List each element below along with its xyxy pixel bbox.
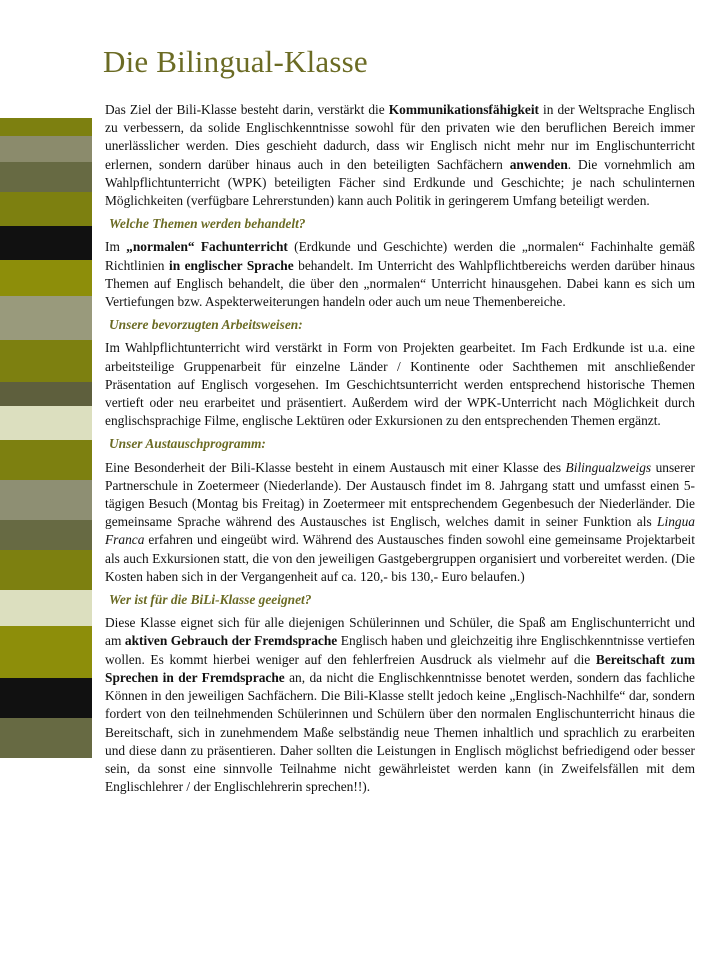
stripe-band [0,718,92,758]
stripe-band [0,406,92,440]
stripe-band [0,136,92,162]
emphasis-text: aktiven Gebrauch der Fremdsprache [124,633,338,649]
intro-paragraph: Das Ziel der Bili-Klasse besteht darin, verstärkt die Kommunikationsfähigkeit in der Weltsprache Englisch zu verbessern, da solide Englischkenntnisse sowohl für den privaten wie den beruflichen Bereich immer unerlässlicher werden. Dies geschieht dadurch, dass wir Englisch nicht mehr nur im Englischunterricht erlernen, sondern darüber hinaus auch in den beteiligten Sachfächern anwenden. Die vornehmlich am Wahlpflichtunterricht (WPK) beteiligten Fächer sind Erdkunde und Geschichte; je nach schulinternen Möglichkeiten (verfügbare Lehrerstunden) kann auch Politik in geringerem Umfang beteiligt werden. [105,102,696,209]
emphasis-text: „normalen“ Fachunterricht [126,239,288,255]
stripe-band [0,550,92,590]
stripe-band [0,440,92,480]
section-heading-exchange: Unser Austauschprogramm: [109,436,266,452]
italic-term: Lingua Franca [105,514,695,548]
methods-paragraph: Im Wahlpflichtunterricht wird verstärkt in Form von Projekten gearbeitet. Im Fach Erdkunde ist u.a. eine arbeitsteilige Gruppenarbeit für einzelne Länder / Kontinente oder Sachthemen mit anschließender Präsentation auf Englisch vorgesehen. Im Geschichtsunterricht werden entsprechend historische Themen vertieft oder neu erarbeitet und präsentiert. Außerdem wird der WPK-Unterricht nach Möglichkeit durch englischsprachige Filme, englische Lektüren oder Exkursionen zu den entsprechenden Themen ergänzt. [105,340,695,429]
suitability-paragraph: Diese Klasse eignet sich für alle diejenigen Schülerinnen und Schüler, die Spaß am Englischunterricht und am aktiven Gebrauch der Fremdsprache Englisch haben und gleichzeitig ihre Englischkenntnisse vertiefen wollen. Es kommt hierbei weniger auf den fehlerfreien Ausdruck als vielmehr auf die Bereitschaft zum Sprechen in der Fremdsprache an, da nicht die Englischkenntnisse benotet werden, sondern das fachliche Können in den jeweiligen Sachfächern. Die Bili-Klasse stellt jedoch keine „Englisch-Nachhilfe“ dar, sondern fordert von den teilnehmenden Schülerinnen und Schülern über den normalen Englischunterricht hinaus die Bereitschaft, sich in zunehmendem Maße selbständig neue Themen inhaltlich und sprachlich zu erarbeiten und diese dann zu präsentieren. Daher sollten die Leistungen in Englisch möglichst befriedigend oder besser sein, da sonst eine sinnvolle Teilnahme nicht gewährleistet werden kann (in Zweifelsfällen mit dem Englischlehrer / der Englischlehrerin sprechen!!). [105,615,695,795]
stripe-band [0,520,92,550]
stripe-band [0,226,92,260]
section-heading-suitability: Wer ist für die BiLi-Klasse geeignet? [109,592,312,608]
emphasis-text: in englischer Sprache [168,257,294,273]
stripe-band [0,192,92,226]
document-body [105,101,695,796]
stripe-band [0,118,92,136]
section-heading-methods: Unsere bevorzugten Arbeitsweisen: [109,317,303,333]
italic-term: Bilingualzweigs [565,459,652,475]
stripe-band [0,678,92,718]
stripe-band [0,260,92,296]
stripe-band [0,590,92,626]
stripe-band [0,296,92,340]
stripe-band [0,480,92,520]
stripe-band [0,162,92,192]
stripe-band [0,382,92,406]
exchange-paragraph: Eine Besonderheit der Bili-Klasse besteht in einem Austausch mit einer Klasse des Bilingualzweigs unserer Partnerschule in Zoetermeer (Niederlande). Der Austausch findet im 8. Jahrgang statt und umfasst einen 5-tägigen Besuch (Montag bis Freitag) in Zoetermeer mit entsprechendem Gegenbesuch der Niederländer. Die gemeinsame Sprache während des Austausches ist Englisch, welches damit in seiner Funktion als Lingua Franca erfahren und eingeübt wird. Während des Austausches finden sowohl eine gemeinsame Projektarbeit als auch Exkursionen statt, die von den jeweiligen Gastgebergruppen organisiert und vorbereitet werden. (Die Kosten haben sich in der Vergangenheit auf ca. 120,- bis 130,- Euro belaufen.) [105,459,695,584]
page-title: Die Bilingual-Klasse [103,44,368,79]
stripe-band [0,340,92,382]
decorative-stripe-bar [0,118,92,758]
stripe-band [0,626,92,678]
section-heading-themes: Welche Themen werden behandelt? [109,216,306,232]
emphasis-text: anwenden [509,156,568,172]
emphasis-text: Kommunikationsfähigkeit [388,102,540,117]
themes-paragraph: Im „normalen“ Fachunterricht (Erdkunde und Geschichte) werden die „normalen“ Fachinhalte gemäß Richtlinien in englischer Sprache behandelt. Im Unterricht des Wahlpflichtbereichs werden darüber hinaus Themen auf Englisch behandelt, die über den „normalen“ Unterricht hinausgehen. Dabei kann es sich um Vertiefungen bzw. Aspekterweiterungen handeln oder auch um neue Themenbereiche. [105,239,695,310]
emphasis-text: Bereitschaft zum Sprechen in der Fremdsprache [105,651,695,685]
